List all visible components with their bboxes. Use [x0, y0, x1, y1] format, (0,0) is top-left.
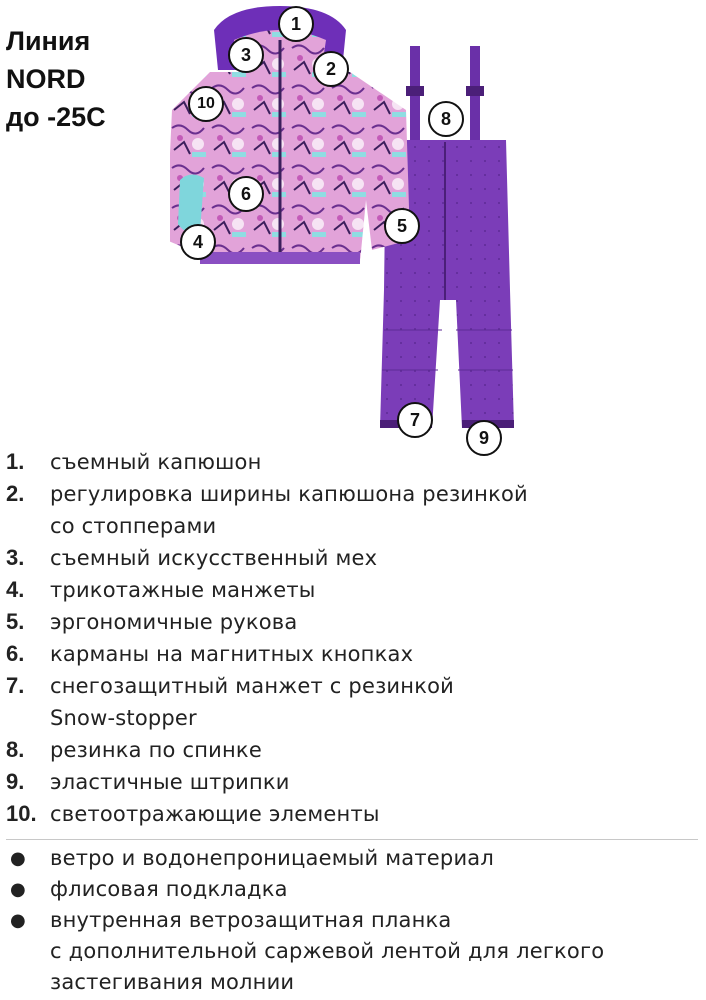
callout-marker-2: 2 [313, 51, 349, 87]
feature-item-6 [6, 638, 706, 670]
snowsuit-drawing [170, 0, 540, 460]
callout-marker-1: 1 [278, 6, 314, 42]
callout-marker-8: 8 [428, 101, 464, 137]
feature-text: эргономичные рукова [50, 610, 298, 634]
feature-text-line: Snow-stopper [50, 706, 197, 730]
feature-number: 10. [6, 801, 37, 826]
feature-text [50, 478, 706, 542]
title-line-1: Линия [6, 26, 91, 56]
callout-marker-6: 6 [228, 176, 264, 212]
feature-text: эластичные штрипки [50, 770, 290, 794]
bullet-text: ветро и водонепроницаемый материал [50, 846, 494, 870]
feature-number: 8. [6, 737, 25, 762]
feature-number: 9. [6, 769, 25, 794]
feature-text-line: регулировка ширины капюшона резинкой [50, 482, 528, 506]
bullet-text-line: внутренная ветрозащитная планка [50, 908, 452, 932]
bullet-text-line: застегивания молнии [50, 970, 295, 994]
feature-number: 4. [6, 577, 25, 602]
product-illustration [170, 0, 540, 460]
feature-number: 3. [6, 545, 25, 570]
bullet-icon: ● [10, 848, 26, 869]
callout-marker-5: 5 [384, 208, 420, 244]
feature-item-4 [6, 574, 706, 606]
callout-marker-9: 9 [466, 420, 502, 456]
feature-text: светоотражающие элементы [50, 802, 380, 826]
feature-number: 1. [6, 449, 25, 474]
feature-text: карманы на магнитных кнопках [50, 642, 414, 666]
feature-item-10 [6, 798, 706, 830]
callout-marker-3: 3 [228, 37, 264, 73]
bullet-icon: ● [10, 910, 26, 931]
feature-text: съемный искусственный мех [50, 546, 378, 570]
feature-item-9 [6, 766, 706, 798]
feature-text: резинка по спинке [50, 738, 262, 762]
title-line-3: до -25С [6, 102, 106, 132]
feature-text: съемный капюшон [50, 450, 262, 474]
feature-number: 5. [6, 609, 25, 634]
feature-number: 7. [6, 673, 25, 698]
callout-marker-10: 10 [188, 86, 224, 122]
callout-marker-7: 7 [397, 402, 433, 438]
feature-number: 6. [6, 641, 25, 666]
callout-marker-4: 4 [180, 224, 216, 260]
feature-item-2 [6, 478, 706, 542]
feature-item-7 [6, 670, 706, 734]
feature-item-1 [6, 446, 706, 478]
feature-item-5 [6, 606, 706, 638]
feature-item-3 [6, 542, 706, 574]
bullet-text-line: с дополнительной саржевой лентой для легкого [50, 939, 605, 963]
bullet-text: флисовая подкладка [50, 877, 288, 901]
material-bullet-list [6, 843, 706, 998]
feature-list [6, 446, 706, 830]
feature-text-line: со стопперами [50, 514, 217, 538]
bullet-text [50, 905, 706, 998]
bullet-item-2 [6, 874, 706, 905]
title-line-2: NORD [6, 64, 86, 94]
feature-text: трикотажные манжеты [50, 578, 316, 602]
feature-number: 2. [6, 481, 25, 506]
bullet-item-3 [6, 905, 706, 998]
feature-text [50, 670, 706, 734]
section-divider [6, 839, 698, 840]
bullet-item-1 [6, 843, 706, 874]
feature-item-8 [6, 734, 706, 766]
product-line-title [6, 22, 106, 136]
bullet-icon: ● [10, 879, 26, 900]
feature-text-line: снегозащитный манжет с резинкой [50, 674, 454, 698]
